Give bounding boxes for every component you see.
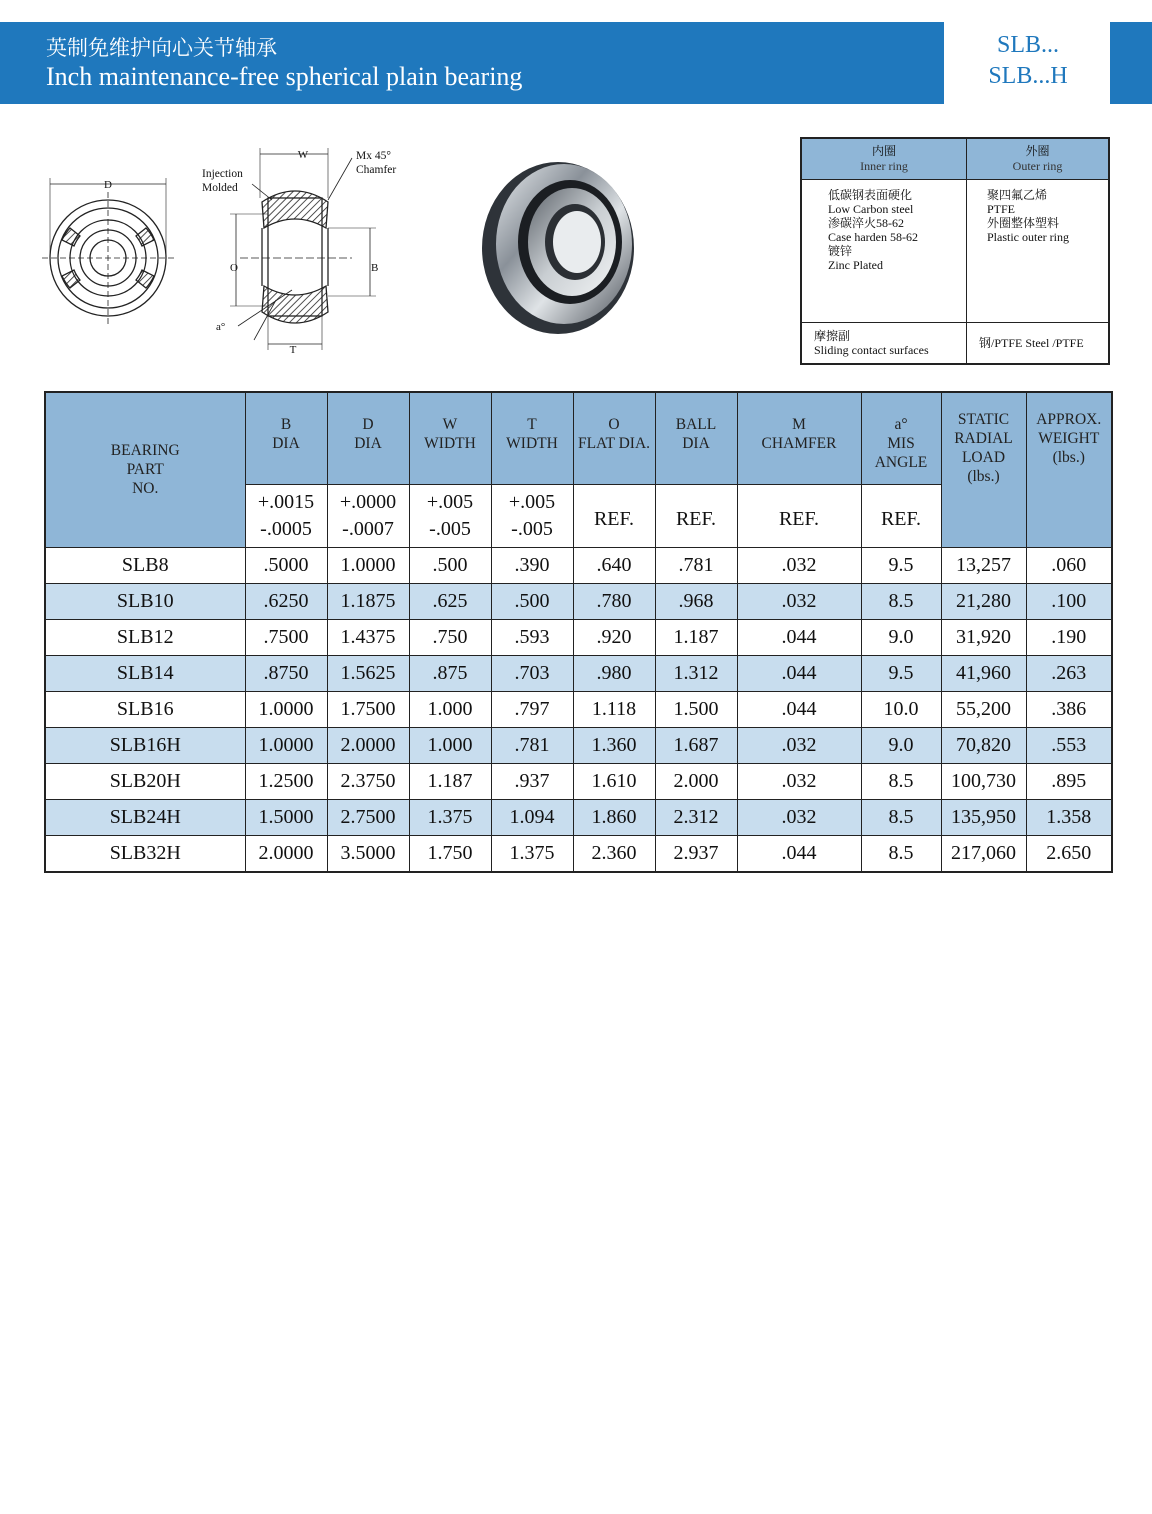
tolerance-line: +.0015 <box>257 490 315 513</box>
cell-part: SLB8 <box>45 547 245 583</box>
cell-t-width: .390 <box>491 547 573 583</box>
sliding-label <box>801 323 967 365</box>
cell-weight: .386 <box>1026 691 1112 727</box>
cell-ball-dia: .968 <box>655 583 737 619</box>
cell-w-width: 1.187 <box>409 763 491 799</box>
cell-m-chamfer: .044 <box>737 835 861 872</box>
header-t <box>491 392 573 484</box>
label-b: B <box>371 262 379 274</box>
table-row <box>45 619 1112 655</box>
cell-ball-dia: 1.312 <box>655 655 737 691</box>
cell-o-flat-dia: 1.360 <box>573 727 655 763</box>
cell-static-load: 31,920 <box>941 619 1026 655</box>
label-d: D <box>104 179 112 191</box>
cell-d-dia: 1.1875 <box>327 583 409 619</box>
tolerance-line: +.0000 <box>339 490 397 513</box>
header-line: B <box>280 416 292 433</box>
cell-m-chamfer: .044 <box>737 655 861 691</box>
cell-weight: .100 <box>1026 583 1112 619</box>
cell-part: SLB10 <box>45 583 245 619</box>
title-chinese: 英制免维护向心关节轴承 <box>46 36 277 60</box>
label-a: a° <box>216 321 226 333</box>
cell-part: SLB16H <box>45 727 245 763</box>
cell-o-flat-dia: .920 <box>573 619 655 655</box>
tolerance-line: -.005 <box>429 517 471 540</box>
header-line: M <box>792 416 806 433</box>
cell-d-dia: 1.4375 <box>327 619 409 655</box>
header-part <box>45 392 245 547</box>
header-line: O <box>608 416 620 433</box>
cell-m-chamfer: .032 <box>737 547 861 583</box>
cell-m-chamfer: .044 <box>737 619 861 655</box>
header-line: MIS <box>887 435 915 452</box>
cell-t-width: 1.375 <box>491 835 573 872</box>
cell-mis-angle: 8.5 <box>861 583 941 619</box>
outer-ring-cn: 外圈 <box>1025 144 1050 158</box>
cell-part: SLB16 <box>45 691 245 727</box>
label-molded: Molded <box>202 182 238 194</box>
header-line: D <box>362 416 374 433</box>
header-line: RADIAL <box>954 430 1013 447</box>
cell-part: SLB20H <box>45 763 245 799</box>
cell-w-width: 1.750 <box>409 835 491 872</box>
table-row <box>45 655 1112 691</box>
cell-ball-dia: 1.187 <box>655 619 737 655</box>
cell-t-width: .937 <box>491 763 573 799</box>
tolerance-b <box>245 484 327 547</box>
cell-ball-dia: 2.000 <box>655 763 737 799</box>
cell-w-width: .875 <box>409 655 491 691</box>
cell-weight: .895 <box>1026 763 1112 799</box>
tolerance-a: REF. <box>861 484 941 547</box>
cell-static-load: 135,950 <box>941 799 1026 835</box>
cell-ball-dia: 1.687 <box>655 727 737 763</box>
table-row <box>45 799 1112 835</box>
cell-b-dia: .5000 <box>245 547 327 583</box>
cell-o-flat-dia: 1.118 <box>573 691 655 727</box>
cell-mis-angle: 9.5 <box>861 547 941 583</box>
tolerance-w <box>409 484 491 547</box>
header-line: a° <box>894 416 908 433</box>
header-line: WIDTH <box>506 435 558 452</box>
cell-d-dia: 2.3750 <box>327 763 409 799</box>
header-line: PART <box>126 461 164 479</box>
header-line: STATIC <box>957 411 1010 428</box>
header-line: T <box>527 416 537 433</box>
material-line: 外圈整体塑料 <box>987 216 1060 230</box>
cell-b-dia: 1.0000 <box>245 691 327 727</box>
tolerance-d <box>327 484 409 547</box>
sliding-label-en: Sliding contact surfaces <box>814 343 929 357</box>
tolerance-line: +.005 <box>426 490 474 513</box>
cell-mis-angle: 9.0 <box>861 619 941 655</box>
table-row <box>45 727 1112 763</box>
label-chamfer-2: Chamfer <box>356 164 397 176</box>
header-ball <box>655 392 737 484</box>
header-d <box>327 392 409 484</box>
header-line: W <box>442 416 458 433</box>
cell-b-dia: 2.0000 <box>245 835 327 872</box>
material-line: 低碳钢表面硬化 <box>828 188 913 202</box>
cell-ball-dia: 2.312 <box>655 799 737 835</box>
material-line: 聚四氟乙烯 <box>987 188 1048 202</box>
cell-part: SLB14 <box>45 655 245 691</box>
tolerance-line: +.005 <box>508 490 556 513</box>
cell-d-dia: 3.5000 <box>327 835 409 872</box>
cell-t-width: .703 <box>491 655 573 691</box>
label-o: O <box>230 262 238 274</box>
tolerance-line: -.0007 <box>342 517 394 540</box>
table-row <box>45 763 1112 799</box>
cell-t-width: .797 <box>491 691 573 727</box>
cell-w-width: 1.375 <box>409 799 491 835</box>
cell-static-load: 217,060 <box>941 835 1026 872</box>
cell-w-width: .625 <box>409 583 491 619</box>
series-code-2: SLB...H <box>988 63 1068 89</box>
label-w: W <box>297 149 309 161</box>
title-banner <box>0 22 944 104</box>
cell-m-chamfer: .032 <box>737 799 861 835</box>
header-load <box>941 392 1026 547</box>
header-line: LOAD <box>961 449 1006 466</box>
header-line: (lbs.) <box>967 468 1000 485</box>
header-o <box>573 392 655 484</box>
materials-table <box>800 137 1110 365</box>
cell-o-flat-dia: 2.360 <box>573 835 655 872</box>
specification-table <box>44 391 1113 873</box>
series-code-1: SLB... <box>996 32 1059 58</box>
material-line: Zinc Plated <box>828 258 883 272</box>
cell-mis-angle: 9.0 <box>861 727 941 763</box>
cell-ball-dia: 2.937 <box>655 835 737 872</box>
cell-b-dia: 1.5000 <box>245 799 327 835</box>
cell-d-dia: 1.0000 <box>327 547 409 583</box>
header-line: DIA <box>354 435 382 452</box>
bearing-photo <box>478 150 638 340</box>
header-line: (lbs.) <box>1052 449 1085 466</box>
cell-b-dia: 1.0000 <box>245 727 327 763</box>
table-row <box>45 835 1112 872</box>
material-line: 镀锌 <box>828 244 853 258</box>
material-line: 渗碳淬火58-62 <box>828 216 904 230</box>
series-codes <box>958 30 1098 92</box>
cell-b-dia: 1.2500 <box>245 763 327 799</box>
cell-w-width: 1.000 <box>409 727 491 763</box>
cell-o-flat-dia: .980 <box>573 655 655 691</box>
table-row <box>45 547 1112 583</box>
cell-o-flat-dia: 1.860 <box>573 799 655 835</box>
cell-weight: .060 <box>1026 547 1112 583</box>
label-chamfer-1: Mx 45° <box>356 150 391 162</box>
tolerance-ball: REF. <box>655 484 737 547</box>
header-line: DIA <box>272 435 300 452</box>
front-view <box>42 178 174 324</box>
inner-ring-cn: 内圈 <box>871 144 896 158</box>
cell-d-dia: 1.7500 <box>327 691 409 727</box>
cell-mis-angle: 9.5 <box>861 655 941 691</box>
label-injection: Injection <box>202 168 243 180</box>
header-b <box>245 392 327 484</box>
outer-ring-header <box>967 138 1110 180</box>
material-line: Low Carbon steel <box>828 202 914 216</box>
header-line: WIDTH <box>424 435 476 452</box>
sliding-label-cn: 摩擦副 <box>814 329 851 343</box>
cell-static-load: 21,280 <box>941 583 1026 619</box>
header-a <box>861 392 941 484</box>
cell-m-chamfer: .032 <box>737 763 861 799</box>
header-line: FLAT DIA. <box>577 435 651 452</box>
cell-w-width: .500 <box>409 547 491 583</box>
cell-part: SLB24H <box>45 799 245 835</box>
sliding-value: 钢/PTFE Steel /PTFE <box>967 323 1110 365</box>
cell-weight: .190 <box>1026 619 1112 655</box>
outer-ring-material <box>967 180 1110 323</box>
cell-b-dia: .6250 <box>245 583 327 619</box>
tolerance-line: -.0005 <box>260 517 312 540</box>
outer-ring-en: Outer ring <box>1012 159 1063 173</box>
cell-mis-angle: 8.5 <box>861 799 941 835</box>
cell-mis-angle: 10.0 <box>861 691 941 727</box>
cell-o-flat-dia: .640 <box>573 547 655 583</box>
header-line: BALL <box>675 416 717 433</box>
header-w <box>409 392 491 484</box>
cell-static-load: 13,257 <box>941 547 1026 583</box>
cell-ball-dia: .781 <box>655 547 737 583</box>
table-row <box>45 691 1112 727</box>
header-weight <box>1026 392 1112 547</box>
header-line: CHAMFER <box>761 435 837 452</box>
tolerance-m: REF. <box>737 484 861 547</box>
cell-mis-angle: 8.5 <box>861 763 941 799</box>
header-line: NO. <box>132 480 159 498</box>
cell-d-dia: 1.5625 <box>327 655 409 691</box>
technical-drawing <box>40 140 440 360</box>
cell-m-chamfer: .032 <box>737 583 861 619</box>
material-line: Plastic outer ring <box>987 230 1069 244</box>
decorative-bar <box>1110 22 1152 104</box>
cell-static-load: 55,200 <box>941 691 1026 727</box>
cell-static-load: 70,820 <box>941 727 1026 763</box>
cell-b-dia: .8750 <box>245 655 327 691</box>
cell-static-load: 100,730 <box>941 763 1026 799</box>
header-m <box>737 392 861 484</box>
header-line: ANGLE <box>874 454 928 471</box>
cell-d-dia: 2.7500 <box>327 799 409 835</box>
title-english: Inch maintenance-free spherical plain bearing <box>46 62 523 91</box>
cell-ball-dia: 1.500 <box>655 691 737 727</box>
material-line: Case harden 58-62 <box>828 230 918 244</box>
cell-t-width: .593 <box>491 619 573 655</box>
tolerance-t <box>491 484 573 547</box>
cell-t-width: 1.094 <box>491 799 573 835</box>
inner-ring-material <box>801 180 967 323</box>
cell-w-width: 1.000 <box>409 691 491 727</box>
cell-weight: 1.358 <box>1026 799 1112 835</box>
header-line: BEARING <box>110 442 180 460</box>
cell-t-width: .500 <box>491 583 573 619</box>
table-row <box>45 583 1112 619</box>
cell-t-width: .781 <box>491 727 573 763</box>
cell-w-width: .750 <box>409 619 491 655</box>
specification-rows <box>45 547 1112 872</box>
cell-o-flat-dia: .780 <box>573 583 655 619</box>
header-line: DIA <box>682 435 710 452</box>
cell-b-dia: .7500 <box>245 619 327 655</box>
cell-part: SLB12 <box>45 619 245 655</box>
header-line: APPROX. <box>1036 411 1102 428</box>
cell-m-chamfer: .044 <box>737 691 861 727</box>
cell-o-flat-dia: 1.610 <box>573 763 655 799</box>
cell-weight: 2.650 <box>1026 835 1112 872</box>
tolerance-o: REF. <box>573 484 655 547</box>
inner-ring-header <box>801 138 967 180</box>
cell-static-load: 41,960 <box>941 655 1026 691</box>
cell-part: SLB32H <box>45 835 245 872</box>
cell-weight: .263 <box>1026 655 1112 691</box>
label-t: T <box>289 344 297 356</box>
cell-m-chamfer: .032 <box>737 727 861 763</box>
cell-d-dia: 2.0000 <box>327 727 409 763</box>
cell-weight: .553 <box>1026 727 1112 763</box>
cell-mis-angle: 8.5 <box>861 835 941 872</box>
tolerance-line: -.005 <box>511 517 553 540</box>
header-line: WEIGHT <box>1038 430 1100 447</box>
material-line: PTFE <box>987 202 1016 216</box>
inner-ring-en: Inner ring <box>860 159 908 173</box>
